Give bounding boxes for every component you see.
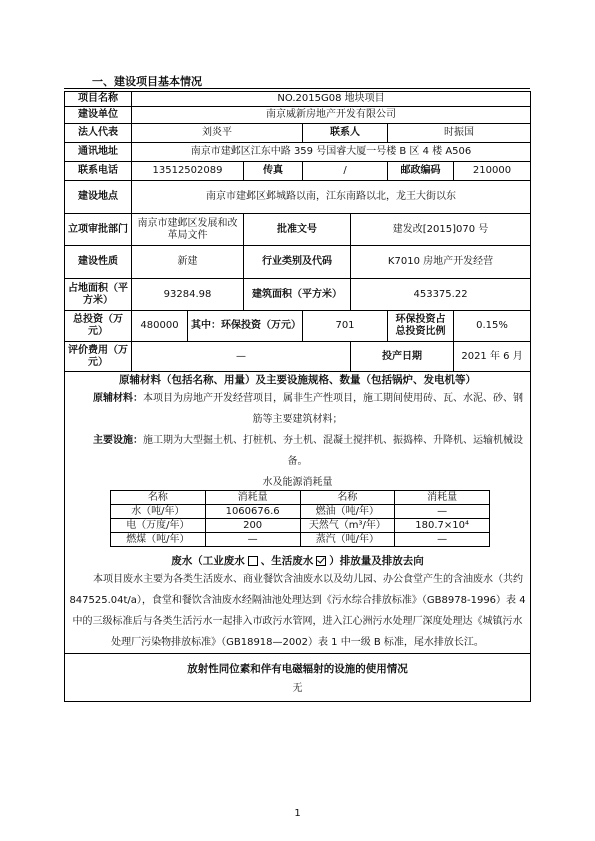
radiation-section (65, 654, 531, 702)
materials-section (65, 372, 531, 654)
radiation-title: 放射性同位素和伴有电磁辐射的设施的使用情况 (187, 662, 408, 675)
approval-dept-label: 立项审批部门 (65, 214, 132, 246)
equipment-paragraph (68, 430, 527, 472)
table-row (111, 519, 490, 533)
assessment-label: 评价费用（万元） (65, 342, 132, 372)
energy-cell: 电（万度/年） (111, 519, 206, 533)
investment-value: 480000 (132, 311, 188, 342)
phone-value: 13512502089 (132, 162, 244, 181)
energy-cell: — (395, 533, 490, 547)
nature-value: 新建 (132, 246, 244, 279)
energy-header-name-1: 名称 (111, 491, 206, 505)
site-label: 建设地点 (65, 181, 132, 214)
page-number: 1 (294, 808, 301, 819)
land-area-value: 93284.98 (132, 279, 244, 311)
wastewater-paragraph: 本项目废水主要为各类生活废水、商业餐饮含油废水以及幼儿园、办公食堂产生的含油废水（共约 847525.04t/a），食堂和餐饮含油废水经隔油池处理达到《污水综合排放标准》（GB8978-1996）表 4 中的三级标准后与各类生活污水一起排入市政污水管网，进入江心洲污水处理厂深度处理达《城镇污水处理厂污染物排放标准》（GB18918—2002）表 1 中一级 B 标准，尾水排放长江。 (69, 574, 526, 648)
table-row (111, 533, 490, 547)
wastewater-title-part: 废水（工业废水 (171, 555, 245, 567)
address-label: 通讯地址 (65, 143, 132, 162)
raw-materials-paragraph (68, 388, 527, 430)
industry-label: 行业类别及代码 (244, 246, 351, 279)
energy-cell: — (205, 533, 300, 547)
address-value: 南京市建邺区江东中路 359 号国睿大厦一号楼 B 区 4 楼 A506 (132, 143, 531, 162)
materials-title: 原辅材料（包括名称、用量）及主要设施规格、数量（包括锅炉、发电机等） (119, 374, 477, 386)
approval-doc-value: 建发改[2015]070 号 (351, 214, 531, 246)
land-area-label: 占地面积（平方米） (65, 279, 132, 311)
energy-header-name-2: 名称 (300, 491, 395, 505)
developer-value: 南京威新房地产开发有限公司 (132, 107, 531, 124)
industry-value: K7010 房地产开发经营 (351, 246, 531, 279)
contact-label: 联系人 (303, 124, 388, 143)
raw-materials-label: 原辅材料： (93, 393, 144, 404)
heading-rule (64, 88, 530, 89)
energy-cell: 200 (205, 519, 300, 533)
radiation-value: 无 (292, 682, 303, 694)
investment-label: 总投资（万元） (65, 311, 132, 342)
developer-label: 建设单位 (65, 107, 132, 124)
energy-cell: 1060676.6 (205, 505, 300, 519)
approval-doc-label: 批准文号 (244, 214, 351, 246)
energy-cell: 燃油（吨/年） (300, 505, 395, 519)
raw-materials-text: 本项目为房地产开发经营项目，属非生产性项目，施工期间使用砖、瓦、水泥、砂、钢筋等主要建筑材料； (143, 393, 524, 425)
floor-area-label: 建筑面积（平方米） (244, 279, 351, 311)
zip-value: 210000 (454, 162, 531, 181)
nature-label: 建设性质 (65, 246, 132, 279)
wastewater-title-part: ）排放量及排放去向 (329, 555, 424, 567)
assessment-value: — (132, 342, 351, 372)
contact-value: 时振国 (388, 124, 531, 143)
project-info-table (64, 91, 531, 702)
table-row (111, 505, 490, 519)
energy-cell: 水（吨/年） (111, 505, 206, 519)
energy-cell: 蒸汽（吨/年） (300, 533, 395, 547)
phone-label: 联系电话 (65, 162, 132, 181)
floor-area-value: 453375.22 (351, 279, 531, 311)
production-date-value: 2021 年 6 月 (454, 342, 531, 372)
env-investment-value: 701 (303, 311, 388, 342)
production-date-label: 投产日期 (351, 342, 454, 372)
energy-cell: 天然气（m³/年） (300, 519, 395, 533)
energy-title: 水及能源消耗量 (262, 477, 333, 488)
section-heading: 一、建设项目基本情况 (92, 75, 202, 88)
energy-cell: 燃煤（吨/年） (111, 533, 206, 547)
energy-cell: — (395, 505, 490, 519)
env-ratio-label: 环保投资占总投资比例 (388, 311, 454, 342)
legal-rep-value: 刘炎平 (132, 124, 303, 143)
energy-header-amount-1: 消耗量 (205, 491, 300, 505)
wastewater-title (68, 553, 527, 569)
energy-table (110, 490, 490, 547)
energy-cell: 180.7×10⁴ (395, 519, 490, 533)
site-value: 南京市建邺区邺城路以南，江东南路以北，龙王大街以东 (132, 181, 531, 214)
zip-label: 邮政编码 (388, 162, 454, 181)
env-ratio-value: 0.15% (454, 311, 531, 342)
equipment-text: 施工期为大型掘土机、打桩机、夯土机、混凝土搅拌机、振捣棒、升降机、运输机械设备。 (143, 435, 524, 467)
legal-rep-label: 法人代表 (65, 124, 132, 143)
fax-label: 传真 (244, 162, 303, 181)
project-name-label: 项目名称 (65, 92, 132, 107)
energy-header-amount-2: 消耗量 (395, 491, 490, 505)
env-investment-label: 其中：环保投资（万元） (188, 311, 303, 342)
equipment-label: 主要设施： (93, 435, 144, 446)
approval-dept-value: 南京市建邺区发展和改革局文件 (132, 214, 244, 246)
project-name-value: NO.2015G08 地块项目 (132, 92, 531, 107)
industrial-wastewater-checkbox-icon[interactable] (248, 556, 258, 566)
wastewater-title-part: 、生活废水 (260, 555, 314, 567)
fax-value: / (303, 162, 388, 181)
domestic-wastewater-checkbox-icon[interactable] (316, 556, 326, 566)
